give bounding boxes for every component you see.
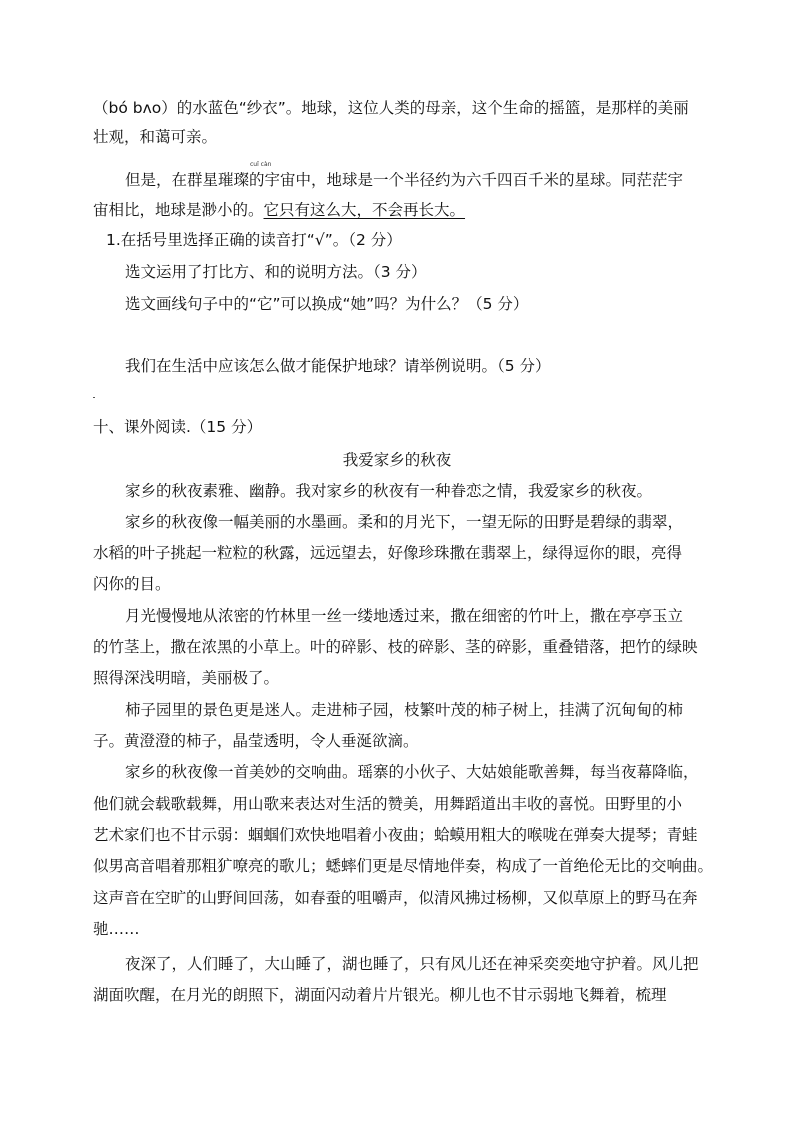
pinyin-annotation: cuǐ càn (250, 161, 272, 168)
section-heading: 十、课外阅读.（15 分） (93, 418, 263, 436)
article-line: 他们就会载歌载舞，用山歌来表达对生活的赞美，用舞蹈道出丰收的喜悦。田野里的小 (93, 795, 683, 813)
article-line: 月光慢慢地从浓密的竹林里一丝一缕地透过来，撒在细密的竹叶上，撒在亭亭玉立 (125, 607, 684, 625)
article-line: 闪你的目。 (93, 575, 171, 593)
article-line: 似男高音唱着那粗犷嘹亮的歌儿；蟋蟀们更是尽情地伴奏，构成了一首绝伦无比的交响曲。 (93, 857, 714, 875)
passage-line: 壮观，和蔼可亲。 (93, 128, 218, 146)
article-line: 驰…… (93, 920, 140, 938)
question-3: 选文画线句子中的“它”可以换成“她”吗？为什么？（5 分） (125, 295, 529, 313)
article-line: 家乡的秋夜素雅、幽静。我对家乡的秋夜有一种眷恋之情，我爱家乡的秋夜。 (125, 482, 653, 500)
article-line: 湖面吹醒，在月光的朗照下，湖面闪动着片片银光。柳儿也不甘示弱地飞舞着，梳理 (93, 986, 667, 1004)
stray-mark (93, 397, 95, 398)
underlined-sentence: 它只有这么大，不会再长大。 (263, 201, 466, 219)
article-line: 照得深浅明暗，美丽极了。 (93, 669, 280, 687)
passage-text: 宙相比，地球是渺小的。 (93, 201, 264, 219)
passage-line: 但是，在群星璀璨的宇宙中，地球是一个半径约为六千四百千米的星球。同茫茫宇 (125, 171, 684, 189)
passage-line: （bó bʌo）的水蓝色“纱衣”。地球，这位人类的母亲，这个生命的摇篮，是那样的美丽 (93, 99, 689, 117)
article-line: 艺术家们也不甘示弱：蝈蝈们欢快地唱着小夜曲；蛤蟆用粗大的喉咙在弹奏大提琴；青蛙 (93, 826, 698, 844)
article-line: 家乡的秋夜像一幅美丽的水墨画。柔和的月光下，一望无际的田野是碧绿的翡翠， (125, 513, 684, 531)
article-line: 子。黄澄澄的柿子，晶莹透明，令人垂涎欲滴。 (93, 732, 419, 750)
question-4: 我们在生活中应该怎么做才能保护地球？请举例说明。（5 分） (125, 357, 551, 375)
article-line: 柿子园里的景色更是迷人。走进柿子园，枝繁叶茂的柿子树上，挂满了沉甸甸的柿 (125, 701, 684, 719)
question-1: 1.在括号里选择正确的读音打“√”。（2 分） (106, 231, 402, 249)
article-line: 这声音在空旷的山野间回荡，如春蚕的咀嚼声，似清风拂过杨柳，又似草原上的野马在奔 (93, 889, 698, 907)
article-line: 水稻的叶子挑起一粒粒的秋露，远远望去，好像珍珠撒在翡翠上，绿得逗你的眼，亮得 (93, 544, 683, 562)
article-line: 夜深了，人们睡了，大山睡了，湖也睡了，只有风儿还在神采奕奕地守护着。风儿把 (125, 955, 699, 973)
question-2: 选文运用了打比方、和的说明方法。（3 分） (125, 263, 427, 281)
article-title: 我爱家乡的秋夜 (342, 451, 452, 469)
article-line: 的竹茎上，撒在浓黑的小草上。叶的碎影、枝的碎影、茎的碎影，重叠错落，把竹的绿映 (93, 638, 698, 656)
article-line: 家乡的秋夜像一首美妙的交响曲。瑶寨的小伙子、大姑娘能歌善舞，每当夜幕降临， (125, 763, 699, 781)
passage-line (93, 200, 465, 220)
